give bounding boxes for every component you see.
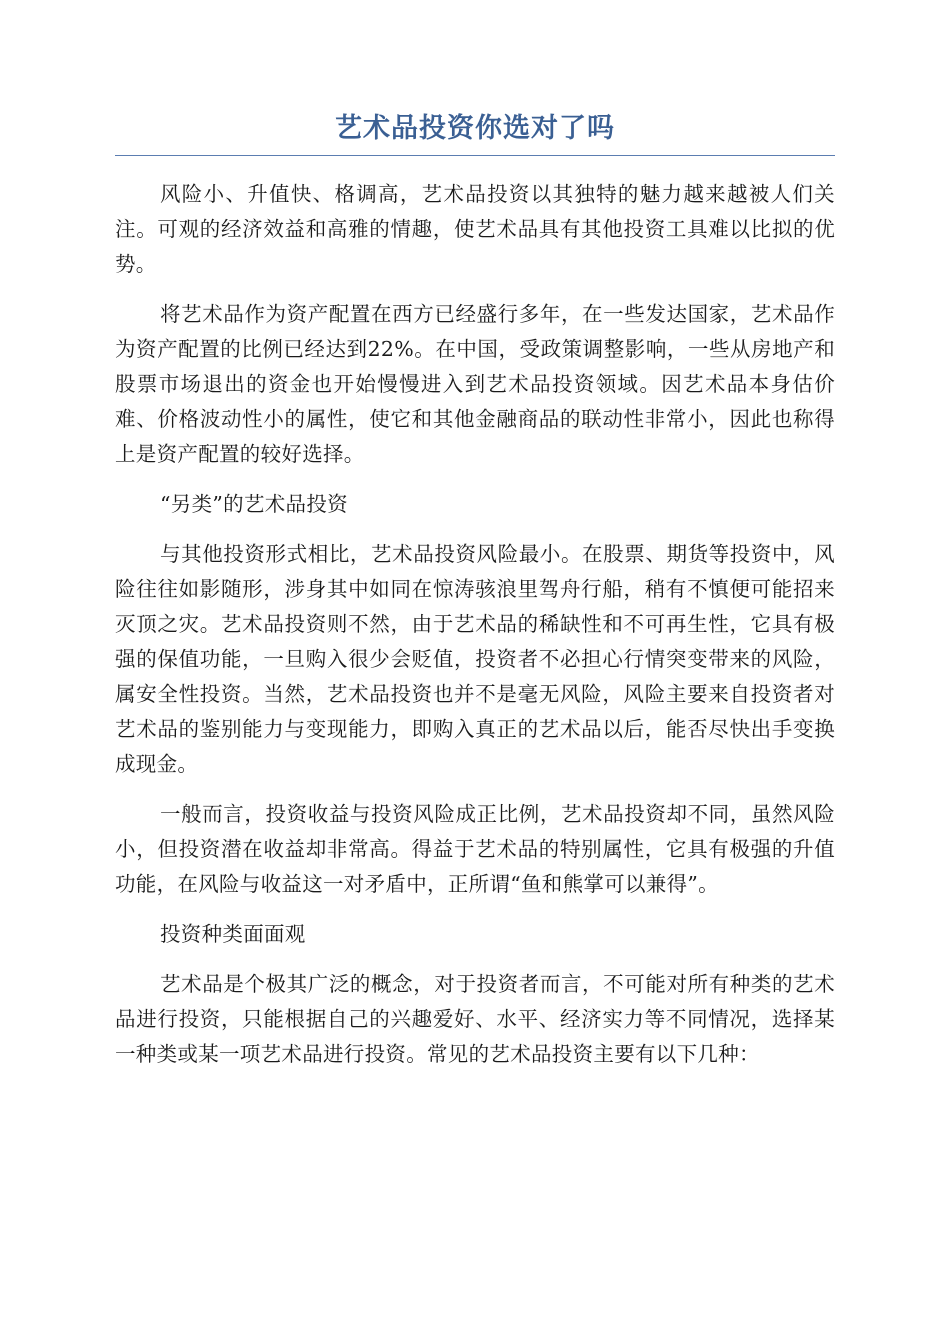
paragraph-types-intro: 艺术品是个极其广泛的概念，对于投资者而言，不可能对所有种类的艺术品进行投资，只能根据自己的兴趣爱好、水平、经济实力等不同情况，选择某一种类或某一项艺术品进行投资。常见的艺术品投资主要有以下几种： [115, 972, 835, 1066]
paragraph-asset-allocation: 将艺术品作为资产配置在西方已经盛行多年，在一些发达国家，艺术品作为资产配置的比例已经达到22%。在中国，受政策调整影响，一些从房地产和股票市场退出的资金也开始慢慢进入到艺术品投资领域。因艺术品本身估价难、价格波动性小的属性，使它和其他金融商品的联动性非常小，因此也称得上是资产配置的较好选择。 [115, 302, 835, 466]
document-page [115, 104, 835, 1087]
page-title: 艺术品投资你选对了吗 [335, 113, 615, 144]
paragraph-high-return: 一般而言，投资收益与投资风险成正比例，艺术品投资却不同，虽然风险小，但投资潜在收益却非常高。得益于艺术品的特别属性，它具有极强的升值功能，在风险与收益这一对矛盾中，正所谓“鱼和熊掌可以兼得”。 [115, 802, 835, 896]
section-heading-types: 投资种类面面观 [160, 922, 306, 946]
title-divider [115, 155, 835, 156]
paragraph-low-risk: 与其他投资形式相比，艺术品投资风险最小。在股票、期货等投资中，风险往往如影随形，涉身其中如同在惊涛骇浪里驾舟行船，稍有不慎便可能招来灭顶之灾。艺术品投资则不然，由于艺术品的稀缺性和不可再生性，它具有极强的保值功能，一旦购入很少会贬值，投资者不必担心行情突变带来的风险，属安全性投资。当然，艺术品投资也并不是毫无风险，风险主要来自投资者对艺术品的鉴别能力与变现能力，即购入真正的艺术品以后，能否尽快出手变换成现金。 [115, 542, 835, 776]
section-heading-alternative: “另类”的艺术品投资 [160, 492, 348, 516]
document-body [115, 177, 835, 1072]
paragraph-intro: 风险小、升值快、格调高，艺术品投资以其独特的魅力越来越被人们关注。可观的经济效益和高雅的情趣，使艺术品具有其他投资工具难以比拟的优势。 [115, 182, 835, 276]
